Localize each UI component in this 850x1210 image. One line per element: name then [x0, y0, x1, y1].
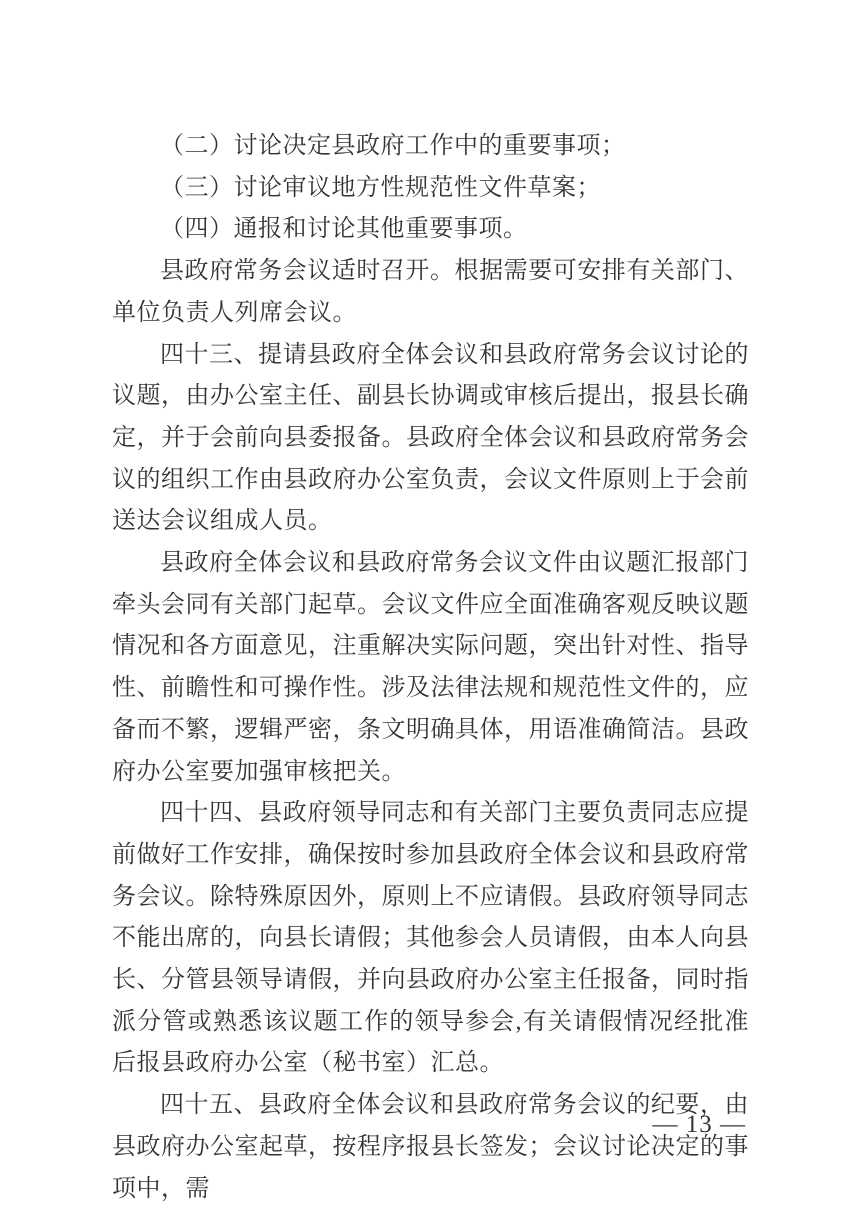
paragraph-clause-44: 四十四、县政府领导同志和有关部门主要负责同志应提前做好工作安排，确保按时参加县政府全体会议和县政府常务会议。除特殊原因外，原则上不应请假。县政府领导同志不能出席的，向县长请假；其他参会人员请假，由本人向县长、分管县领导请假，并向县政府办公室主任报备，同时指派分管或熟悉该议题工作的领导参会,有关请假情况经批准后报县政府办公室（秘书室）汇总。: [112, 800, 749, 1077]
paragraph-executive-meeting: 县政府常务会议适时召开。根据需要可安排有关部门、单位负责人列席会议。: [112, 258, 749, 326]
paragraph-item-4: （四）通报和讨论其他重要事项。: [160, 216, 528, 243]
paragraph-clause-43: 四十三、提请县政府全体会议和县政府常务会议讨论的议题，由办公室主任、副县长协调或审核后提出，报县长确定，并于会前向县委报备。县政府全体会议和县政府常务会议的组织工作由县政府办公室负责，会议文件原则上于会前送达会议组成人员。: [112, 341, 749, 535]
paragraph-item-2: （二）讨论决定县政府工作中的重要事项；: [160, 133, 626, 159]
body-text: [112, 126, 749, 1210]
paragraph-item-3: （三）讨论审议地方性规范性文件草案；: [160, 174, 601, 201]
page-number: — 13 —: [652, 1111, 746, 1138]
paragraph-clause-45: 四十五、县政府全体会议和县政府常务会议的纪要，由县政府办公室起草，按程序报县长签发；会议讨论决定的事项中，需: [112, 1092, 749, 1202]
paragraph-meeting-documents: 县政府全体会议和县政府常务会议文件由议题汇报部门牵头会同有关部门起草。会议文件应全面准确客观反映议题情况和各方面意见，注重解决实际问题，突出针对性、指导性、前瞻性和可操作性。涉及法律法规和规范性文件的，应备而不繁，逻辑严密，条文明确具体，用语准确简洁。县政府办公室要加强审核把关。: [112, 550, 749, 785]
